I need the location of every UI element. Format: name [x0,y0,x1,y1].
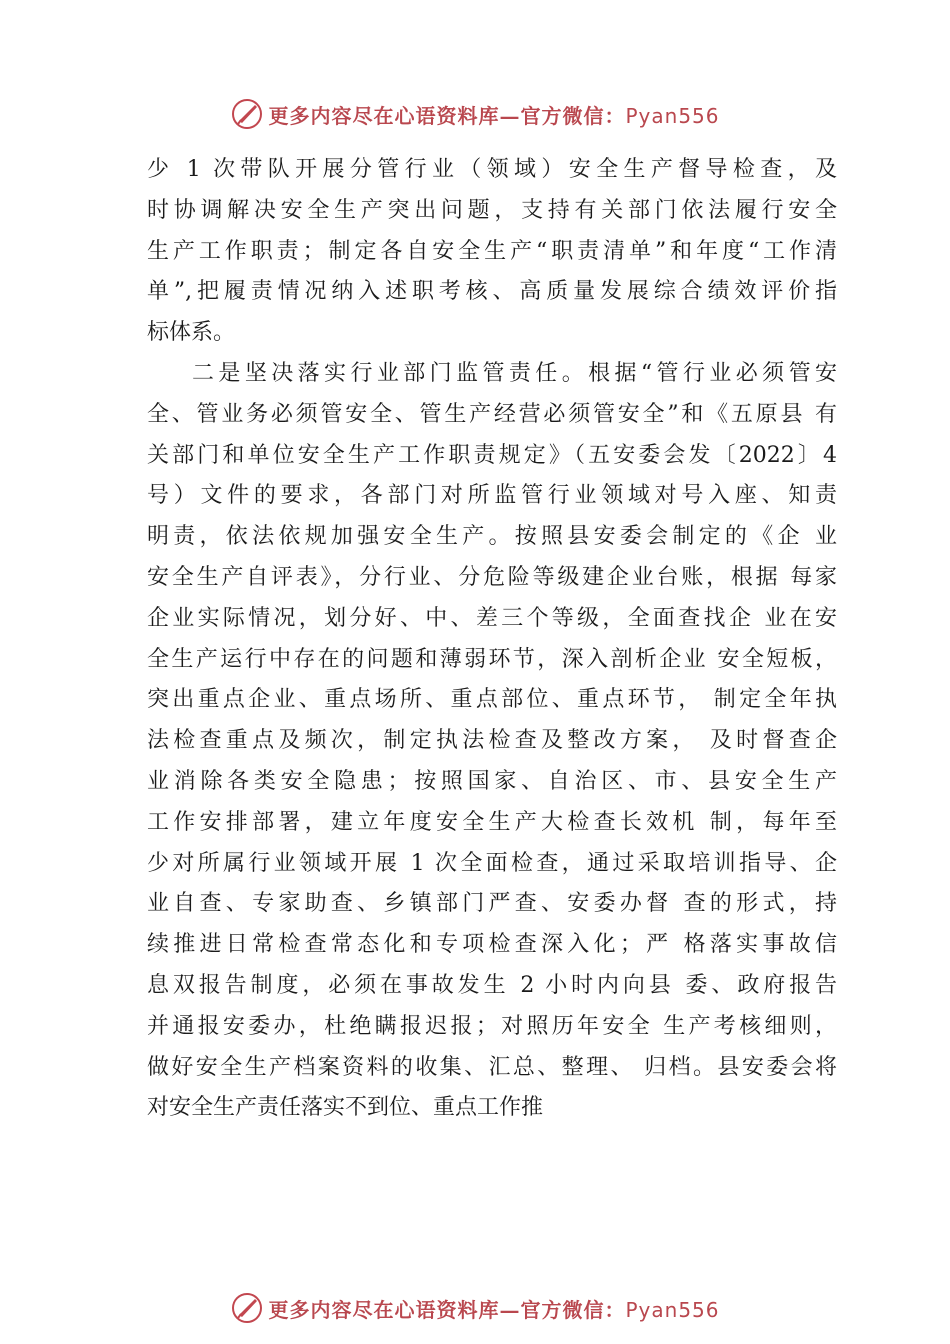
text-line: 全生产运行中存在的问题和薄弱环节，深入剖析企业 安全短板， [147,646,837,672]
text-line: 单”,把履责情况纳入述职考核、高质量发展综合绩效评价指 [147,279,837,305]
quill-logo-icon [230,1291,264,1325]
text-line: 二是坚决落实行业部门监管责任。根据“管行业必须管安 [192,360,837,386]
banner-label: 更多内容尽在心语资料库—官方微信： [268,103,626,128]
text-line: 少对所属行业领域开展 1 次全面检查，通过采取培训指导、企 [147,850,837,876]
text-line: 关部门和单位安全生产工作职责规定》（五安委会发〔2022〕4 [147,442,837,468]
footer-banner [0,1288,950,1328]
text-line: 少 1 次带队开展分管行业（领域）安全生产督导检查，及 [147,157,837,182]
text-line: 标体系。 [147,320,236,346]
text-line: 安全生产自评表》，分行业、分危险等级建企业台账，根据 每家 [147,564,837,590]
text-line: 息双报告制度，必须在事故发生 2 小时内向县 委、政府报告 [147,972,837,998]
text-line: 业自查、专家助查、乡镇部门严查、安委办督 查的形式，持 [147,891,837,917]
text-line: 全、管业务必须管安全、管生产经营必须管安全”和《五原县 有 [147,401,837,427]
banner-label: 更多内容尽在心语资料库—官方微信： [268,1297,626,1322]
text-line: 续推进日常检查常态化和专项检查深入化；严 格落实事故信 [147,932,837,958]
banner-handle: Pyan556 [625,103,720,128]
text-line: 工作安排部署，建立年度安全生产大检查长效机 制，每年至 [147,809,837,835]
banner-handle: Pyan556 [625,1297,720,1322]
document-body [147,150,837,1129]
header-banner [0,94,950,134]
text-line: 号）文件的要求，各部门对所监管行业领域对号入座、知责 [147,483,837,509]
text-line: 突出重点企业、重点场所、重点部位、重点环节， 制定全年执 [147,687,837,713]
text-line: 明责，依法依规加强安全生产。按照县安委会制定的《企 业 [147,524,837,550]
text-line: 对安全生产责任落实不到位、重点工作推 [147,1095,544,1121]
text-line: 业消除各类安全隐患；按照国家、自治区、市、县安全生产 [147,768,837,794]
banner-text [268,1294,719,1323]
text-line: 法检查重点及频次，制定执法检查及整改方案， 及时督查企 [147,728,837,754]
text-line: 并通报安委办，杜绝瞒报迟报；对照历年安全 生产考核细则， [147,1013,837,1039]
text-line: 做好安全生产档案资料的收集、汇总、整理、 归档。县安委会将 [147,1054,837,1080]
text-line: 企业实际情况，划分好、中、差三个等级，全面查找企 业在安 [147,605,837,631]
text-line: 生产工作职责；制定各自安全生产“职责清单”和年度“工作清 [147,238,837,264]
text-line: 时协调解决安全生产突出问题，支持有关部门依法履行安全 [147,197,837,223]
banner-text [268,100,719,129]
quill-logo-icon [230,97,264,131]
